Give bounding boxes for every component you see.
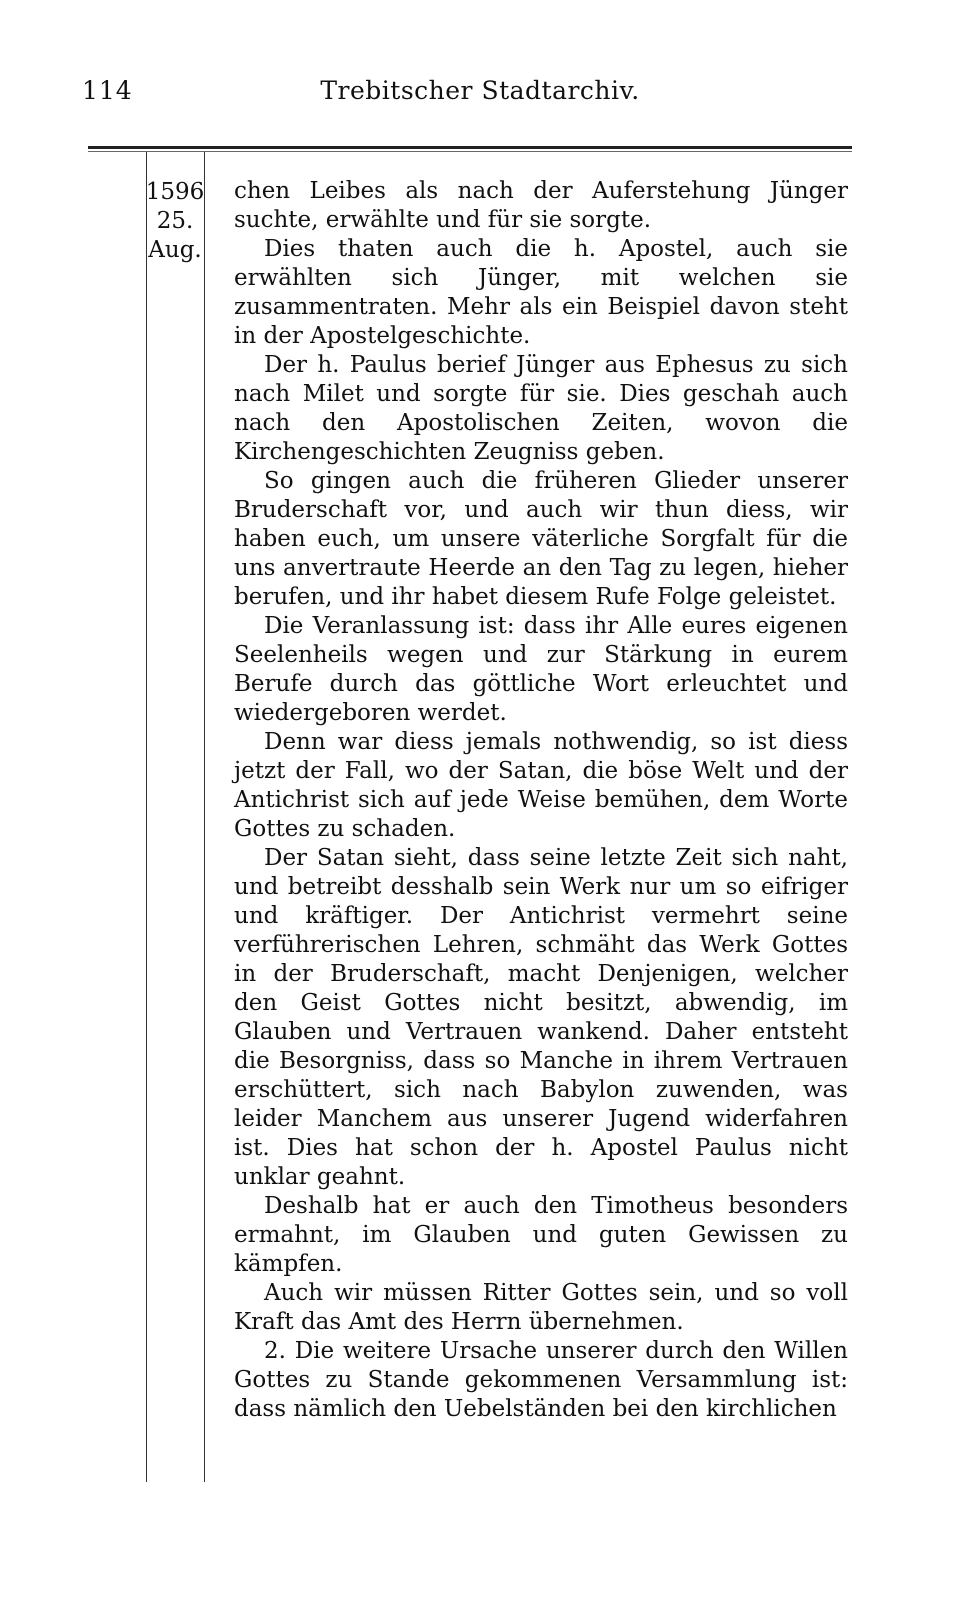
paragraph: Der Satan sieht, dass seine letzte Zeit sich naht, und betreibt desshalb sein Werk nur um so eifriger und kräftiger. Der Antichrist vermehrt seine verführerischen Lehren, schmäht das Werk Gottes in der Bruderschaft, macht Denjenigen, welcher den Geist Gottes nicht besitzt, abwendig, im Glauben und Vertrauen wankend. Daher entsteht die Besorgniss, dass so Manche in ihrem Vertrauen erschüttert, sich nach Babylon zuwenden, was leider Manchem aus unserer Jugend widerfahren ist. Dies hat schon der h. Apostel Paulus nicht unklar geahnt. (234, 845, 848, 1190)
body-text (234, 177, 848, 1424)
header-rule (88, 146, 852, 149)
paragraph: Denn war diess jemals nothwendig, so ist diess jetzt der Fall, wo der Satan, die böse Welt und der Antichrist sich auf jede Weise bemühen, dem Worte Gottes zu schaden. (234, 729, 848, 842)
paragraph: Deshalb hat er auch den Timotheus besonders ermahnt, im Glauben und guten Gewissen zu kämpfen. (234, 1193, 848, 1277)
margin-date-month: Aug. (148, 237, 202, 263)
margin-column-left-border (146, 152, 147, 1482)
paragraph: 2. Die weitere Ursache unserer durch den Willen Gottes zu Stande gekommenen Versammlung ist: dass nämlich den Uebelständen bei den kirchlichen (234, 1338, 848, 1422)
margin-date-note (140, 178, 210, 265)
running-title: Trebitscher Stadtarchiv. (320, 76, 640, 105)
paragraph: Der h. Paulus berief Jünger aus Ephesus zu sich nach Milet und sorgte für sie. Dies geschah auch nach den Apostolischen Zeiten, wovon die Kirchengeschichten Zeugniss geben. (234, 352, 848, 465)
margin-date-year: 1596 (145, 179, 205, 205)
margin-date-day: 25. (156, 208, 194, 234)
paragraph: Auch wir müssen Ritter Gottes sein, und so voll Kraft das Amt des Herrn übernehmen. (234, 1280, 848, 1335)
paragraph: Die Veranlassung ist: dass ihr Alle eures eigenen Seelenheils wegen und zur Stärkung in eurem Berufe durch das göttliche Wort erleuchtet und wiedergeboren werdet. (234, 613, 848, 726)
paragraph: So gingen auch die früheren Glieder unserer Bruderschaft vor, und auch wir thun diess, wir haben euch, um unsere väterliche Sorgfalt für die uns anvertraute Heerde an den Tag zu legen, hieher berufen, und ihr habet diesem Rufe Folge geleistet. (234, 468, 848, 610)
page-number: 114 (82, 76, 133, 105)
page-header (0, 76, 960, 116)
header-rule-thin (88, 151, 852, 152)
margin-column-right-border (204, 152, 205, 1482)
paragraph: chen Leibes als nach der Auferstehung Jünger suchte, erwählte und für sie sorgte. (234, 178, 848, 233)
paragraph: Dies thaten auch die h. Apostel, auch sie erwählten sich Jünger, mit welchen sie zusammentraten. Mehr als ein Beispiel davon steht in der Apostelgeschichte. (234, 236, 848, 349)
